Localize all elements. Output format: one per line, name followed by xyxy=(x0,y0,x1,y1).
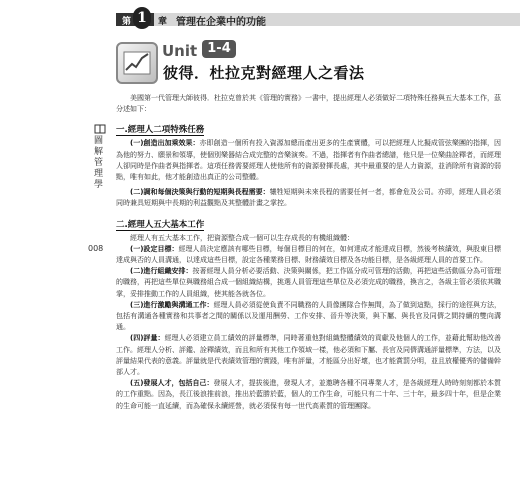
chapter-label: 第 xyxy=(122,17,132,27)
unit-number: 1-4 xyxy=(202,40,236,58)
paragraph: (五)發展人才，包括自己：發展人才，提拔後進，發現人才，並邀聘各種不同專業人才，是各級經理人時時刻刻都於本質的工作重點。因為，長江後浪推前浪，推出於藍勝於藍，個人的工作生命，可能只有二十年、三十年，最多四十年，但是企業的生命可能一直延續，而為確保永續經營，就必須保有每一世代高素質的管理團隊。 xyxy=(116,379,501,410)
section-heading: 一.經理人二項特殊任務 xyxy=(116,125,205,136)
paragraph: (一)設定目標：經理人員決定應該有哪些目標，每個目標目的何在，如何達成才能達成目標，然後考核績效，與股東目標達成與否的人員溝通，以達成這些目標，設定各種業務目標、財務績效目標及各功能目標，是各級經理人員的首要工作。 xyxy=(116,244,502,265)
chapter-header xyxy=(0,0,520,34)
intro-paragraph: 美國第一代管理大師彼得．杜拉克曾於其《管理的實務》一書中，提出經理人必須做好二項特殊任務與五大基本工作，茲分述如下： xyxy=(116,94,501,114)
book-series-label: 圖解管理學 xyxy=(94,136,104,190)
paragraph: (一)創造出加乘效果：亦即創造一個所有投入資源加總而產出更多的生產實體，可以把經理人比擬成管弦樂團的指揮，因為他的努力、願景和領導，使個別樂器結合成完整的音樂演奏。不過，指揮者有作曲者總譜，他只是一位樂曲詮釋者，而經理人卻同時是作曲者與指揮者。這項任務需要經理人使他所有的資源發揮長處，其中最重要的是人力資源，並消除所有資源的弱點，唯有如此，他才能創造出真正的公司整體。 xyxy=(116,139,502,182)
chapter-number: 1 xyxy=(133,7,151,29)
chapter-title: 管理在企業中的功能 xyxy=(176,17,266,28)
article-body xyxy=(116,93,501,412)
unit-label: Unit xyxy=(162,42,198,60)
page-title: 彼得．杜拉克對經理人之看法 xyxy=(163,64,365,82)
chapter-suffix: 章 xyxy=(158,17,168,27)
paragraph: (二)進行組織安排：按著經理人員分析必要活動、決策與關係，把工作區分成可管理的活動，再把這些活動區分為可管理的職務，再把這些單位與職務組合成一個組織結構，挑選人員管理這些單位及必須完成的職務，換言之，各級主管必須依其職掌，妥排推動工作的人員組織，使其能各就各位。 xyxy=(116,267,501,298)
paragraph: (四)評量：經理人必須建立員工績效的評量標準，同時著重他對組織整體績效的貢獻及他個人的工作，並藉此幫助他改善工作。經理人分析、評鑑、詮釋績效，而且和所有其他工作領域一樣，他必須和下屬、長官及同儕溝通評量標準，方法，以及評量結果代表的意義。評量就是代表績效管理的實踐，唯有評量，才能區分出好壞，也才能賞罰分明，並且放權優秀的儲備幹部人才。 xyxy=(116,334,501,377)
chart-trend-icon xyxy=(116,42,158,84)
paragraph: (三)進行激勵與溝通工作：經理人員必須從使負責不同職務的人員像團隊合作無間，為了做到這點，採行的途徑與方法，包括有溝通各種實務和共事者之間的關係以及運用酬勞、工作安排、晉升等決策，與下屬、與長官及同儕之間持續的雙向溝通。 xyxy=(116,300,501,332)
page-number: 008 xyxy=(88,244,104,253)
book-icon xyxy=(94,120,106,132)
section-heading: 二.經理人五大基本工作 xyxy=(116,219,205,230)
paragraph: (二)調和每個決策與行動的短期與長程需要：犧牲短期與未來長程的需要任何一者，都會危及公司。亦即，經理人員必須同時兼具短期與中長期的利益觀點及其整體計畫之掌控。 xyxy=(116,188,501,208)
paragraph: 經理人有五大基本工作，把資源整合成一個可以生存成長的有機組織體： xyxy=(130,233,354,242)
